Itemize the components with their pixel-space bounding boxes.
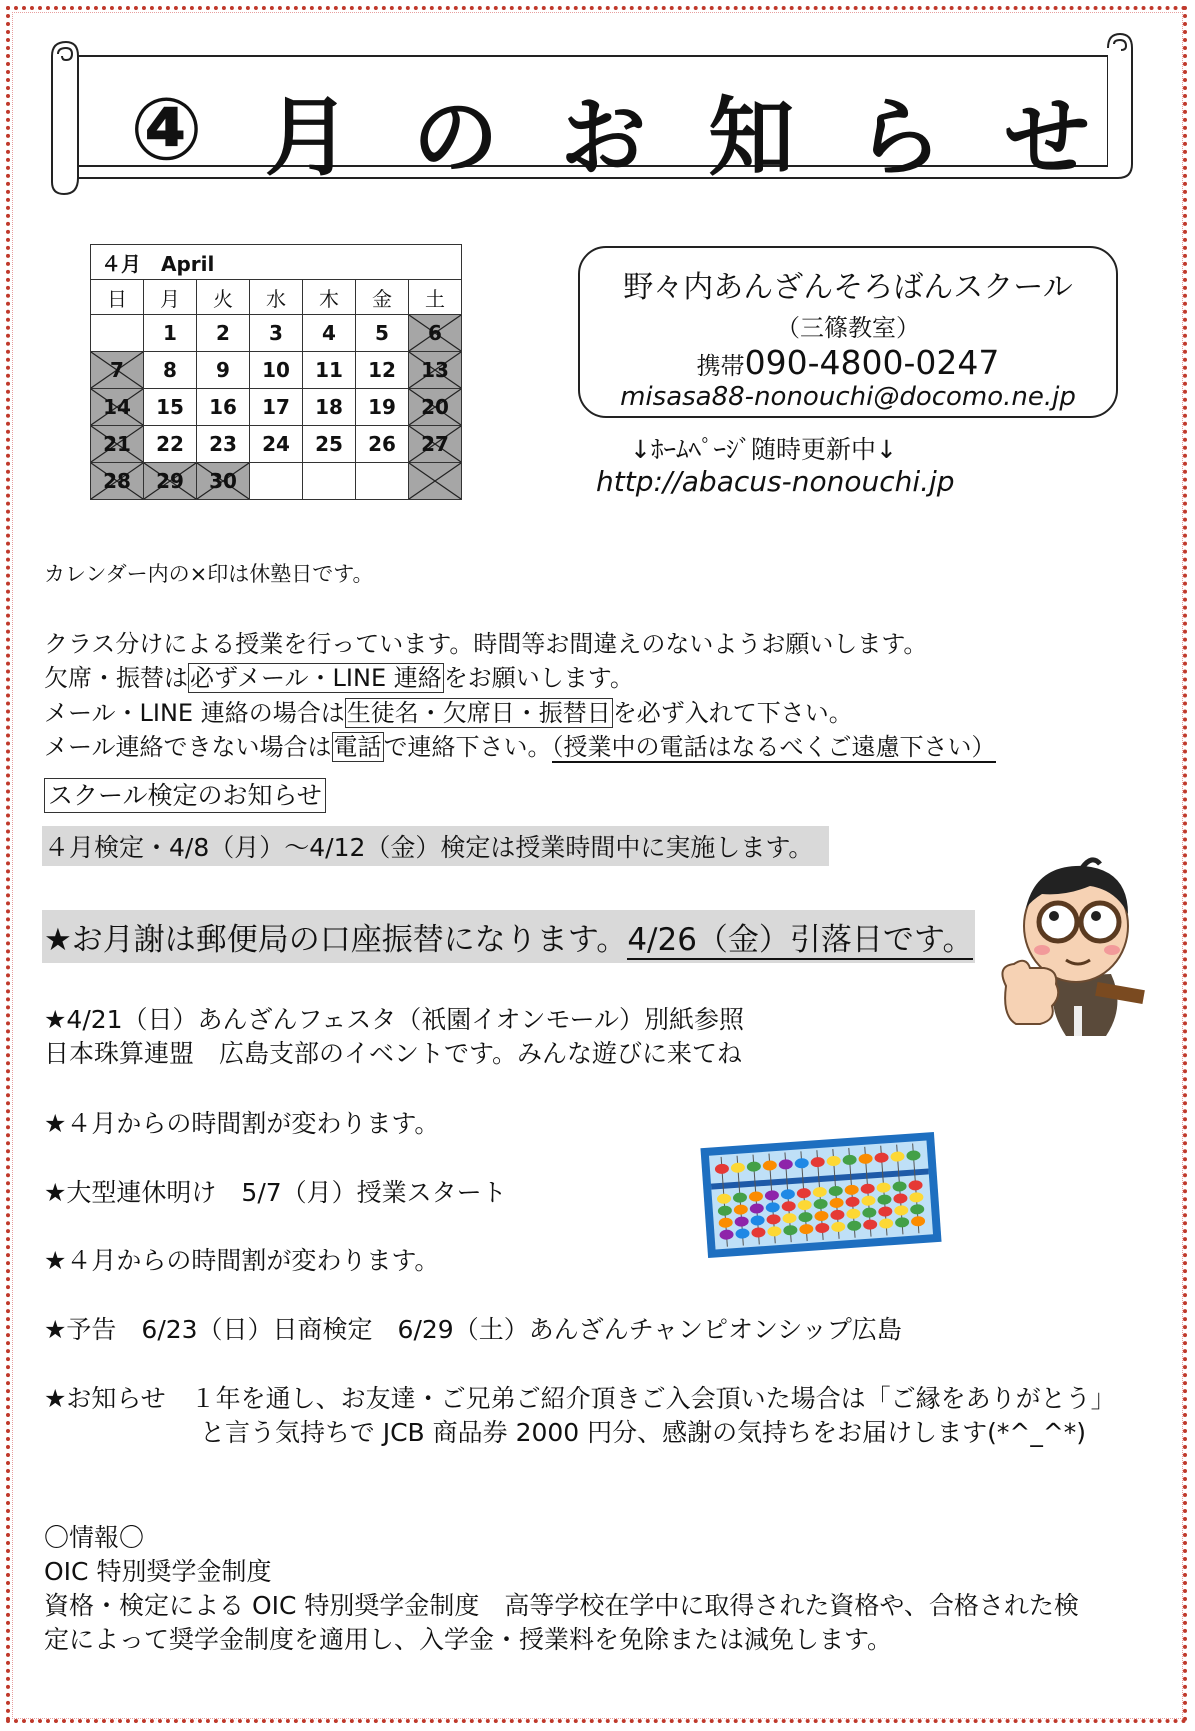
weekday-header: 火 xyxy=(197,280,250,315)
calendar-day xyxy=(409,352,462,389)
day-number: 25 xyxy=(315,432,343,456)
day-number: 1 xyxy=(163,321,177,345)
calendar-day xyxy=(356,315,409,352)
day-number: 8 xyxy=(163,358,177,382)
day-number: 11 xyxy=(315,358,343,382)
calendar-day xyxy=(144,389,197,426)
day-number: 18 xyxy=(315,395,343,419)
class-notice: クラス分けによる授業を行っています。時間等お間違えのないようお願いします。 xyxy=(44,630,928,658)
day-number: 17 xyxy=(262,395,290,419)
calendar-day xyxy=(356,389,409,426)
branch-name: （三篠教室） xyxy=(776,314,920,342)
calendar-day xyxy=(303,352,356,389)
title-char: ④ xyxy=(130,80,203,180)
day-number: 12 xyxy=(368,358,396,382)
day-number: 19 xyxy=(368,395,396,419)
calendar-day xyxy=(356,463,409,500)
title-char: お xyxy=(560,88,647,188)
calendar-day xyxy=(303,315,356,352)
schedule-change-1: ★４月からの時間割が変わります。 xyxy=(44,1109,440,1138)
info-line-2: 定によって奨学金制度を適用し、入学金・授業料を免除または減免します。 xyxy=(44,1625,893,1654)
title-char: ら xyxy=(856,88,943,188)
calendar-day xyxy=(91,463,144,500)
calendar-week xyxy=(91,389,462,426)
calendar-day xyxy=(303,426,356,463)
text: ★お月謝は郵便局の口座振替になります。 xyxy=(44,922,628,958)
text: をお願いします。 xyxy=(443,664,634,692)
calendar-day xyxy=(91,426,144,463)
calendar-day xyxy=(197,315,250,352)
phone-value: 090-4800-0247 xyxy=(744,343,1000,382)
weekday-header: 月 xyxy=(144,280,197,315)
day-number: 15 xyxy=(156,395,184,419)
calendar-day xyxy=(409,463,462,500)
calendar-day xyxy=(356,426,409,463)
info-title: OIC 特別奨学金制度 xyxy=(44,1557,272,1586)
day-number: 6 xyxy=(428,321,442,345)
boxed-text: 必ずメール・LINE 連絡 xyxy=(190,664,442,692)
mail-notice xyxy=(44,693,853,728)
weekday-header: 日 xyxy=(91,280,144,315)
calendar-day xyxy=(91,315,144,352)
day-number: 9 xyxy=(216,358,230,382)
referral-line-1: ★お知らせ １年を通し、お友達・ご兄弟ご紹介頂きご入会頂いた場合は「ご縁をありがとう」 xyxy=(44,1384,1116,1413)
calendar-day xyxy=(197,352,250,389)
festa-line-1: ★4/21（日）あんざんフェスタ（祇園イオンモール）別紙参照 xyxy=(44,1005,745,1034)
day-number: 28 xyxy=(103,469,131,493)
day-number: 5 xyxy=(375,321,389,345)
calendar-day xyxy=(250,389,303,426)
calendar-week xyxy=(91,426,462,463)
info-heading: 〇情報〇 xyxy=(44,1523,145,1552)
calendar-day xyxy=(144,315,197,352)
referral-line-2: と言う気持ちで JCB 商品券 2000 円分、感謝の気持ちをお届けします(*^_^*) xyxy=(200,1418,1087,1447)
calendar-month-label: ４月 April xyxy=(91,245,462,280)
contact-box xyxy=(578,246,1118,418)
calendar-day xyxy=(144,426,197,463)
text: を必ず入れて下さい。 xyxy=(612,699,853,727)
title-char: せ xyxy=(1003,88,1090,188)
absence-notice xyxy=(44,658,634,693)
day-number: 20 xyxy=(421,395,449,419)
day-number: 22 xyxy=(156,432,184,456)
day-number: 2 xyxy=(216,321,230,345)
calendar-day xyxy=(144,352,197,389)
day-number: 27 xyxy=(421,432,449,456)
title-char: 月 xyxy=(264,88,351,188)
festa-line-2: 日本珠算連盟 広島支部のイベントです。みんな遊びに来てね xyxy=(44,1039,743,1068)
day-number: 13 xyxy=(421,358,449,382)
day-number: 29 xyxy=(156,469,184,493)
day-number: 16 xyxy=(209,395,237,419)
weekday-header: 土 xyxy=(409,280,462,315)
calendar-day xyxy=(144,463,197,500)
boxed-text: 電話 xyxy=(333,733,382,761)
calendar-day xyxy=(409,315,462,352)
phone-notice xyxy=(44,727,996,762)
underlined-text: 4/26（金）引落日です。 xyxy=(627,922,974,958)
info-line-1: 資格・検定による OIC 特別奨学金制度 高等学校在学中に取得された資格や、合格された検 xyxy=(44,1591,1079,1620)
day-number: 23 xyxy=(209,432,237,456)
calendar-day xyxy=(197,463,250,500)
calendar-day xyxy=(409,426,462,463)
page-title xyxy=(130,75,1090,188)
calendar-day xyxy=(250,352,303,389)
day-number: 21 xyxy=(103,432,131,456)
calendar-day xyxy=(91,389,144,426)
calendar-day xyxy=(91,352,144,389)
email-address[interactable]: misasa88-nonouchi@docomo.ne.jp xyxy=(620,382,1076,412)
phone-label: 携帯 xyxy=(696,352,745,380)
text: メール連絡できない場合は xyxy=(44,733,332,761)
calendar-day xyxy=(303,463,356,500)
weekday-header: 金 xyxy=(356,280,409,315)
day-number: 3 xyxy=(269,321,283,345)
day-number: 14 xyxy=(103,395,131,419)
weekday-header: 水 xyxy=(250,280,303,315)
calendar-week xyxy=(91,463,462,500)
day-number: 24 xyxy=(262,432,290,456)
title-char: 知 xyxy=(708,88,795,188)
calendar-day xyxy=(250,315,303,352)
homepage-link[interactable]: http://abacus-nonouchi.jp xyxy=(596,465,955,498)
boxed-text: 生徒名・欠席日・振替日 xyxy=(346,699,611,727)
calendar-day xyxy=(409,389,462,426)
exam-heading xyxy=(44,776,326,812)
holiday-notice: ★大型連休明け 5/7（月）授業スタート xyxy=(44,1178,507,1207)
fee-notice xyxy=(42,910,975,963)
day-number: 4 xyxy=(322,321,336,345)
calendar-day xyxy=(356,352,409,389)
mascot-illustration xyxy=(996,856,1156,1046)
day-number: 10 xyxy=(262,358,290,382)
calendar-day xyxy=(250,426,303,463)
calendar-day xyxy=(197,389,250,426)
calendar-day xyxy=(197,426,250,463)
calendar-week xyxy=(91,315,462,352)
underlined-text: （授業中の電話はなるべくご遠慮下さい） xyxy=(551,733,996,761)
day-number: 30 xyxy=(209,469,237,493)
weekday-header: 木 xyxy=(303,280,356,315)
title-char: の xyxy=(412,88,499,188)
day-number: 7 xyxy=(110,358,124,382)
text: で連絡下さい。 xyxy=(383,733,552,761)
abacus-illustration xyxy=(698,1120,944,1270)
phone-number xyxy=(580,343,1116,382)
exam-schedule: ４月検定・4/8（月）～4/12（金）検定は授業時間中に実施します。 xyxy=(42,826,829,866)
preview-notice: ★予告 6/23（日）日商検定 6/29（土）あんざんチャンピオンシップ広島 xyxy=(44,1315,902,1344)
calendar-week xyxy=(91,352,462,389)
exam-heading-text: スクール検定のお知らせ xyxy=(44,778,326,813)
day-number: 26 xyxy=(368,432,396,456)
calendar-day xyxy=(303,389,356,426)
homepage-label: ↓ﾎｰﾑﾍﾟｰｼﾞ随時更新中↓ xyxy=(630,435,897,464)
text: 欠席・振替は xyxy=(44,664,188,692)
school-name: 野々内あんざんそろばんスクール xyxy=(623,270,1073,305)
closed-x-mark xyxy=(409,463,461,499)
schedule-change-2: ★４月からの時間割が変わります。 xyxy=(44,1246,440,1275)
calendar xyxy=(90,244,462,500)
calendar-note: カレンダー内の×印は休塾日です。 xyxy=(44,562,374,586)
calendar-day xyxy=(250,463,303,500)
text: メール・LINE 連絡の場合は xyxy=(44,699,345,727)
